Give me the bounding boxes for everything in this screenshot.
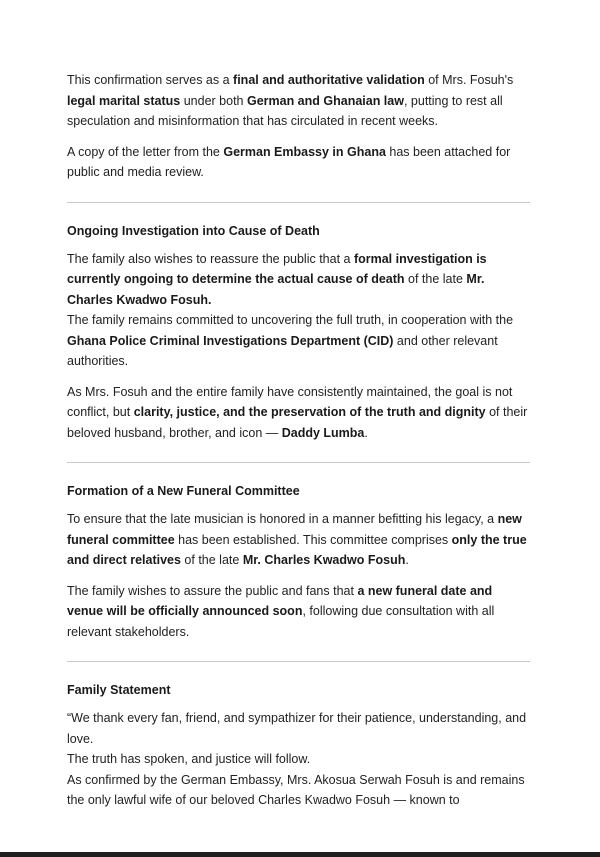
bold-text-run: new funeral committee [67, 512, 522, 547]
section-divider [67, 462, 530, 463]
funeral-paragraph-announcement [67, 581, 530, 643]
bold-text-run: a new funeral date and venue will be officially announced soon [67, 583, 493, 618]
bold-text-run: Mr. Charles Kwadwo Fosuh [242, 553, 406, 567]
section-divider [67, 202, 530, 203]
bold-text-run: Mr. Charles Kwadwo Fosuh. [67, 272, 485, 307]
text-run: The truth has spoken, and justice will follow. [67, 752, 311, 766]
bold-text-run: Daddy Lumba [281, 425, 365, 440]
page-bottom-edge [0, 852, 600, 857]
text-run: , following due consultation with all relevant stakeholders. [67, 604, 495, 639]
investigation-paragraph-cid [67, 310, 530, 372]
text-run: As Mrs. Fosuh and the entire family have consistently maintained, the goal is not conflict, but [67, 384, 513, 419]
statement-heading: Family Statement [67, 683, 171, 697]
text-run: “We thank every fan, friend, and sympathizer for their patience, understanding, and love. [67, 711, 527, 746]
text-run: of the late [180, 553, 243, 567]
text-run: of the late [404, 272, 467, 286]
text-run: of Mrs. Fosuh's [424, 73, 514, 87]
bold-text-run: German and Ghanaian law [246, 93, 404, 108]
text-run: A copy of the letter from the [67, 144, 224, 159]
investigation-paragraph-reassure [67, 249, 530, 311]
text-run: . [364, 425, 368, 440]
bold-text-run: German Embassy in Ghana [223, 144, 386, 159]
statement-line-embassy [67, 770, 530, 811]
text-run: This confirmation serves as a [67, 73, 234, 87]
text-run: The family wishes to assure the public and fans that [67, 583, 358, 598]
section-divider [67, 661, 530, 662]
text-run: , putting to rest all speculation and misinformation that has circulated in recent weeks. [67, 93, 503, 128]
intro-paragraph-letter-copy [67, 142, 530, 183]
text-run: . [405, 553, 409, 567]
text-run: has been established. This committee comprises [174, 532, 452, 547]
bold-text-run: formal investigation is currently ongoing to determine the actual cause of death [67, 251, 487, 286]
document-body [67, 70, 530, 811]
text-run: under both [180, 93, 247, 108]
statement-line-thanks [67, 708, 530, 749]
text-run: The family remains committed to uncovering the full truth, in cooperation with the [67, 313, 514, 327]
bold-text-run: legal marital status [67, 93, 181, 108]
bold-text-run: final and authoritative validation [233, 73, 425, 87]
funeral-paragraph-committee [67, 509, 530, 571]
bold-text-run: Ghana Police Criminal Investigations Department (CID) [67, 333, 394, 348]
text-run: As confirmed by the German Embassy, Mrs. Akosua Serwah Fosuh is and remains the only lawful wife of our beloved Charles Kwadwo Fosuh — known to [67, 772, 525, 807]
investigation-paragraph-goal [67, 382, 530, 444]
bold-text-run: clarity, justice, and the preservation of the truth and dignity [133, 405, 486, 419]
funeral-heading: Formation of a New Funeral Committee [67, 484, 300, 498]
text-run: has been attached for public and media review. [67, 144, 511, 179]
text-run: The family also wishes to reassure the public that a [67, 251, 354, 266]
statement-line-truth [67, 749, 530, 770]
intro-paragraph-validation [67, 70, 530, 132]
investigation-heading: Ongoing Investigation into Cause of Death [67, 223, 320, 238]
text-run: of their beloved husband, brother, and icon — [67, 405, 528, 440]
text-run: and other relevant authorities. [67, 333, 498, 368]
text-run: To ensure that the late musician is honored in a manner befitting his legacy, a [67, 512, 498, 526]
bold-text-run: only the true and direct relatives [67, 532, 527, 567]
